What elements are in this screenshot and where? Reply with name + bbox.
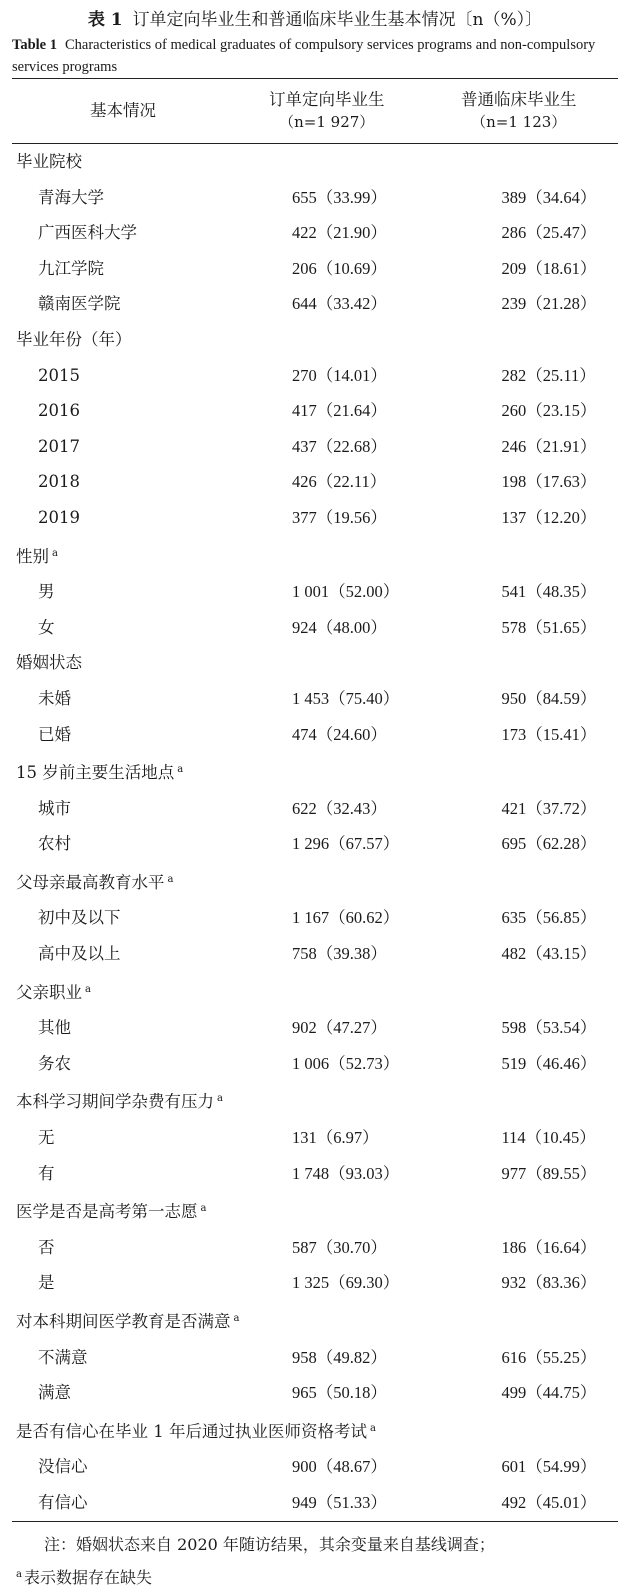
table-row <box>12 1340 618 1376</box>
compulsory-value: 1 748（93.03） <box>292 1163 400 1183</box>
non-compulsory-value: 137（12.20） <box>501 507 597 527</box>
missing-data-mark: a <box>217 1093 223 1105</box>
compulsory-value: 1 453（75.40） <box>292 688 400 708</box>
row-label: 未婚 <box>38 688 71 708</box>
header-characteristics: 基本情况 <box>12 79 234 144</box>
group-label: 性别 $^a$ <box>16 546 58 566</box>
compulsory-value: 1 001（52.00） <box>292 582 400 602</box>
non-compulsory-value: 499（44.75） <box>501 1383 597 1403</box>
missing-data-mark: a <box>85 983 91 995</box>
table-row <box>12 251 618 287</box>
group-label: 毕业院校 <box>16 152 82 171</box>
row-label: 已婚 <box>38 724 71 744</box>
non-compulsory-value: 389（34.64） <box>501 187 597 207</box>
compulsory-value: 474（24.60） <box>292 724 387 744</box>
table-row <box>12 610 618 646</box>
non-compulsory-value: 246（21.91） <box>501 436 597 456</box>
table-row <box>12 1120 618 1156</box>
compulsory-value: 437（22.68） <box>292 436 387 456</box>
table-row <box>12 791 618 827</box>
row-label: 城市 <box>38 798 71 818</box>
compulsory-value: 758（39.38） <box>292 944 387 964</box>
caption-label-en: Table 1 <box>12 37 57 53</box>
non-compulsory-value: 578（51.65） <box>501 617 597 637</box>
table-row <box>12 215 618 251</box>
compulsory-value: 1 325（69.30） <box>292 1273 400 1293</box>
table-caption-cn <box>12 8 618 32</box>
row-label: 无 <box>38 1128 55 1148</box>
missing-data-mark: a <box>233 1313 240 1324</box>
row-label: 2015 <box>38 365 80 385</box>
group-row <box>12 1411 618 1450</box>
table-row <box>12 1156 618 1192</box>
group-label: 医学是否是高考第一志愿 $^a$ <box>16 1202 207 1222</box>
group-row <box>12 972 618 1011</box>
missing-data-mark: a <box>52 547 58 559</box>
row-label: 否 <box>38 1237 55 1257</box>
non-compulsory-value: 286（25.47） <box>501 223 597 243</box>
header-compulsory: 订单定向毕业生 （n=1 927） <box>234 79 419 144</box>
row-label: 有信心 <box>38 1492 88 1512</box>
non-compulsory-value: 114（10.45） <box>501 1128 596 1148</box>
row-label: 农村 <box>38 834 71 854</box>
non-compulsory-value: 695（62.28） <box>501 834 597 854</box>
header-non-compulsory: 普通临床毕业生 （n=1 123） <box>419 79 618 144</box>
table-row <box>12 286 618 322</box>
row-label: 男 <box>38 582 55 602</box>
row-label: 2019 <box>38 507 80 527</box>
group-label: 父母亲最高教育水平 $^a$ <box>16 872 174 892</box>
table-row <box>12 717 618 753</box>
non-compulsory-value: 601（54.99） <box>501 1457 597 1477</box>
row-label: 没信心 <box>38 1457 88 1477</box>
row-label: 女 <box>38 617 55 637</box>
compulsory-value: 1 167（60.62） <box>292 908 400 928</box>
table-row <box>12 464 618 500</box>
row-label: 有 <box>38 1163 55 1183</box>
compulsory-value: 622（32.43） <box>292 798 387 818</box>
table-note <box>12 1530 618 1593</box>
compulsory-value: 655（33.99） <box>292 187 387 207</box>
non-compulsory-value: 541（48.35） <box>501 582 597 602</box>
table-row <box>12 358 618 394</box>
table-row <box>12 1375 618 1411</box>
compulsory-value: 1 006（52.73） <box>292 1053 400 1073</box>
table-row <box>12 1449 618 1485</box>
group-row <box>12 752 618 791</box>
compulsory-value: 965（50.18） <box>292 1383 387 1403</box>
table-row <box>12 826 618 862</box>
compulsory-value: 958（49.82） <box>292 1347 387 1367</box>
non-compulsory-value: 635（56.85） <box>501 908 597 928</box>
compulsory-value: 900（48.67） <box>292 1457 387 1477</box>
non-compulsory-value: 198（17.63） <box>501 472 597 492</box>
row-label: 赣南医学院 <box>38 294 121 314</box>
group-label: 父亲职业 $^a$ <box>16 982 91 1002</box>
table-row <box>12 1485 618 1521</box>
non-compulsory-value: 482（43.15） <box>501 944 597 964</box>
compulsory-value: 206（10.69） <box>292 258 387 278</box>
non-compulsory-value: 492（45.01） <box>501 1492 597 1512</box>
table-row <box>12 1265 618 1301</box>
table-row <box>12 393 618 429</box>
compulsory-value: 422（21.90） <box>292 223 387 243</box>
row-label: 是 <box>38 1273 55 1293</box>
group-row <box>12 1191 618 1230</box>
group-label: 婚姻状态 <box>16 653 82 673</box>
group-label: 15 岁前主要生活地点 $^a$ <box>16 763 184 783</box>
table-row <box>12 681 618 717</box>
missing-data-mark: a <box>200 1203 207 1215</box>
group-label: 是否有信心在毕业 1 年后通过执业医师资格考试 $^a$ <box>16 1421 376 1441</box>
table-row <box>12 574 618 610</box>
characteristics-table <box>12 78 618 1522</box>
table-row <box>12 900 618 936</box>
missing-data-mark: a <box>167 873 174 885</box>
row-label: 2016 <box>38 401 80 421</box>
group-label: 毕业年份（年） <box>16 329 132 349</box>
group-row <box>12 645 618 681</box>
compulsory-value: 270（14.01） <box>292 365 387 385</box>
compulsory-value: 902（47.27） <box>292 1018 387 1038</box>
compulsory-value: 949（51.33） <box>292 1492 387 1512</box>
compulsory-value: 377（19.56） <box>292 507 387 527</box>
table-row <box>12 1230 618 1266</box>
non-compulsory-value: 209（18.61） <box>501 258 597 278</box>
group-row <box>12 144 618 180</box>
missing-data-mark: a <box>177 764 184 776</box>
table-row <box>12 429 618 465</box>
table-caption-en <box>12 34 618 78</box>
compulsory-value: 1 296（67.57） <box>292 834 400 854</box>
row-label: 九江学院 <box>38 258 104 278</box>
caption-label-cn: 表 1 <box>87 10 123 30</box>
non-compulsory-value: 173（15.41） <box>501 724 597 744</box>
row-label: 初中及以下 <box>38 908 121 928</box>
compulsory-value: 131（6.97） <box>292 1128 379 1148</box>
group-row <box>12 862 618 901</box>
row-label: 青海大学 <box>38 187 104 207</box>
row-label: 2017 <box>38 436 80 456</box>
row-label: 不满意 <box>38 1347 88 1367</box>
note-line-2: $^a$ 表示数据存在缺失 <box>16 1567 152 1587</box>
note-line-1: 注：婚姻状态来自 2020 年随访结果，其余变量来自基线调查； <box>44 1534 495 1554</box>
row-label: 满意 <box>38 1383 71 1403</box>
table-body <box>12 144 618 1522</box>
compulsory-value: 924（48.00） <box>292 617 387 637</box>
row-label: 高中及以上 <box>38 944 121 964</box>
row-label: 其他 <box>38 1018 71 1038</box>
paper-page <box>0 8 630 1587</box>
compulsory-value: 644（33.42） <box>292 294 387 314</box>
group-row <box>12 322 618 358</box>
group-row <box>12 536 618 575</box>
table-row <box>12 1046 618 1082</box>
group-label: 本科学习期间学杂费有压力 $^a$ <box>16 1092 223 1112</box>
table-row <box>12 936 618 972</box>
non-compulsory-value: 932（83.36） <box>501 1273 597 1293</box>
table-row <box>12 1010 618 1046</box>
row-label: 广西医科大学 <box>38 223 137 243</box>
group-row <box>12 1081 618 1120</box>
table-row <box>12 500 618 536</box>
non-compulsory-value: 616（55.25） <box>501 1347 597 1367</box>
non-compulsory-value: 282（25.11） <box>501 365 596 385</box>
note-mark: a <box>16 1568 22 1580</box>
missing-data-mark: a <box>370 1422 376 1434</box>
non-compulsory-value: 950（84.59） <box>501 688 597 708</box>
non-compulsory-value: 421（37.72） <box>501 798 597 818</box>
compulsory-value: 417（21.64） <box>292 401 387 421</box>
caption-text-en: Characteristics of medical graduates of compulsory services programs and non-compulsory services programs <box>12 37 596 75</box>
non-compulsory-value: 598（53.54） <box>501 1018 597 1038</box>
table-row <box>12 180 618 216</box>
group-label: 对本科期间医学教育是否满意 $^a$ <box>16 1312 240 1331</box>
caption-text-cn: 订单定向毕业生和普通临床毕业生基本情况〔n（%）〕 <box>132 10 543 30</box>
row-label: 务农 <box>38 1053 71 1073</box>
row-label: 2018 <box>38 472 80 492</box>
compulsory-value: 426（22.11） <box>292 472 387 492</box>
group-row <box>12 1301 618 1340</box>
non-compulsory-value: 519（46.46） <box>501 1053 597 1073</box>
non-compulsory-value: 186（16.64） <box>501 1237 597 1257</box>
non-compulsory-value: 977（89.55） <box>501 1163 597 1183</box>
compulsory-value: 587（30.70） <box>292 1237 387 1257</box>
non-compulsory-value: 239（21.28） <box>501 294 597 314</box>
non-compulsory-value: 260（23.15） <box>501 401 597 421</box>
